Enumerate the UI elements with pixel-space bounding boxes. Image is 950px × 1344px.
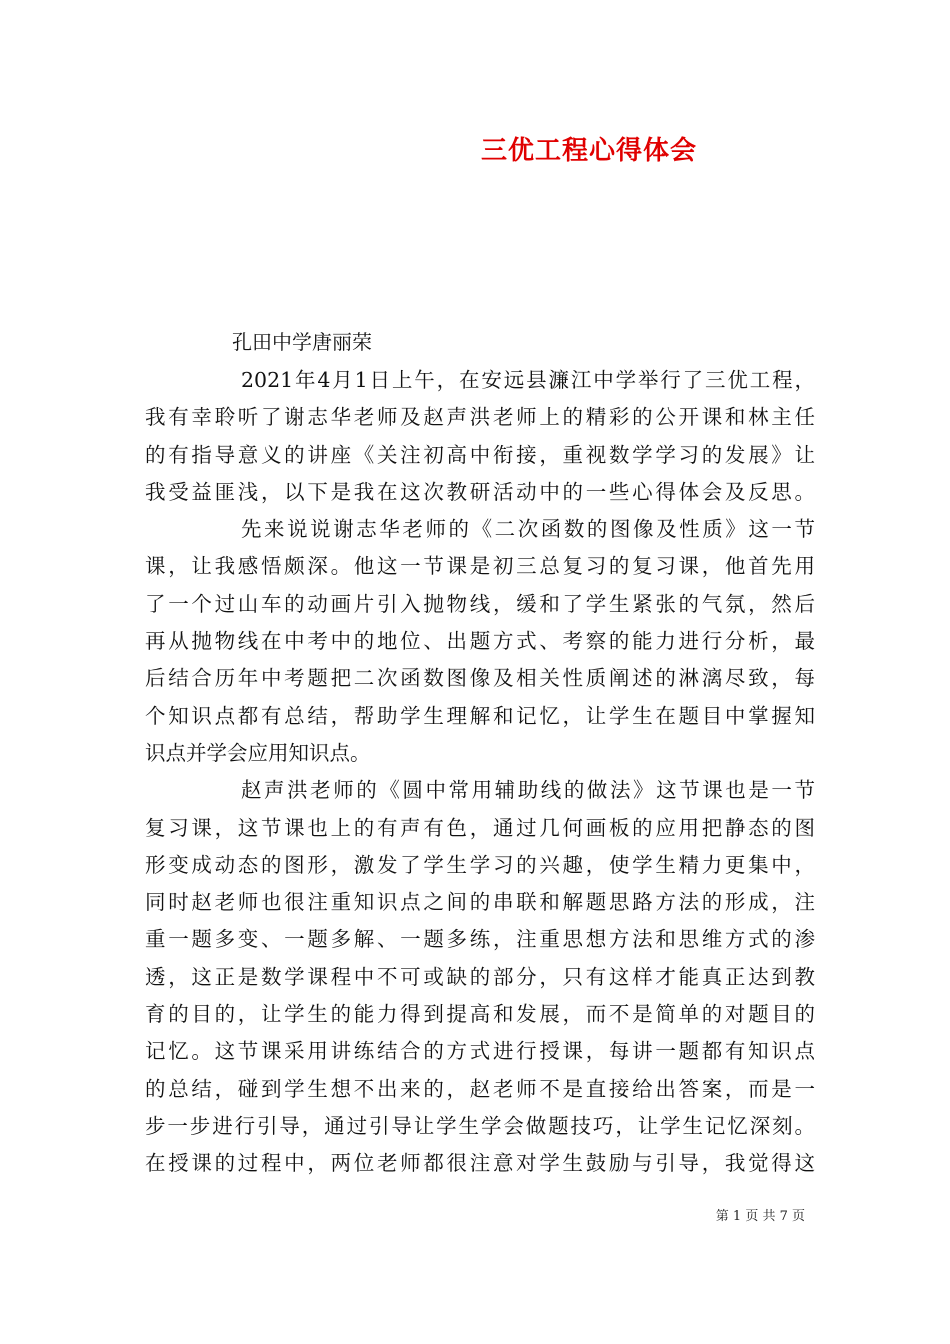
- body-line: 个知识点都有总结，帮助学生理解和记忆，让学生在题目中掌握知: [145, 703, 815, 728]
- body-line: 2021年4月1日上午，在安远县濂江中学举行了三优工程，: [241, 368, 815, 392]
- body-line: 我受益匪浅，以下是我在这次教研活动中的一些心得体会及反思。: [145, 479, 815, 504]
- body-line: 同时赵老师也很注重知识点之间的串联和解题思路方法的形成，注: [145, 890, 815, 915]
- body-line: 我有幸聆听了谢志华老师及赵声洪老师上的精彩的公开课和林主任: [145, 405, 815, 430]
- body-line: 的总结，碰到学生想不出来的，赵老师不是直接给出答案，而是一: [145, 1076, 815, 1101]
- body-line: 记忆。这节课采用讲练结合的方式进行授课，每讲一题都有知识点: [145, 1039, 815, 1064]
- body-line: 后结合历年中考题把二次函数图像及相关性质阐述的淋漓尽致，每: [145, 666, 815, 691]
- author-line: 孔田中学唐丽荣: [232, 330, 372, 354]
- body-line: 重一题多变、一题多解、一题多练，注重思想方法和思维方式的渗: [145, 927, 815, 952]
- body-line: 课，让我感悟颇深。他这一节课是初三总复习的复习课，他首先用: [145, 554, 815, 579]
- body-line: 了一个过山车的动画片引入抛物线，缓和了学生紧张的气氛，然后: [145, 591, 815, 616]
- body-line: 透，这正是数学课程中不可或缺的部分，只有这样才能真正达到教: [145, 964, 815, 989]
- document-title: 三优工程心得体会: [480, 136, 697, 166]
- body-line: 再从抛物线在中考中的地位、出题方式、考察的能力进行分析，最: [145, 629, 815, 654]
- body-line: 形变成动态的图形，激发了学生学习的兴趣，使学生精力更集中，: [145, 852, 815, 877]
- body-line: 在授课的过程中，两位老师都很注意对学生鼓励与引导，我觉得这: [145, 1151, 815, 1176]
- body-line: 育的目的，让学生的能力得到提高和发展，而不是简单的对题目的: [145, 1002, 815, 1027]
- body-line: 先来说说谢志华老师的《二次函数的图像及性质》这一节: [241, 517, 815, 542]
- body-line: 赵声洪老师的《圆中常用辅助线的做法》这节课也是一节: [241, 778, 815, 803]
- body-line: 步一步进行引导，通过引导让学生学会做题技巧，让学生记忆深刻。: [145, 1113, 815, 1138]
- document-body: [145, 362, 815, 1183]
- body-line: 的有指导意义的讲座《关注初高中衔接，重视数学学习的发展》让: [145, 442, 815, 467]
- body-line: 复习课，这节课也上的有声有色，通过几何画板的应用把静态的图: [145, 815, 815, 840]
- page-footer: 第 1 页 共 7 页: [715, 1209, 805, 1224]
- body-line: 识点并学会应用知识点。: [145, 740, 371, 765]
